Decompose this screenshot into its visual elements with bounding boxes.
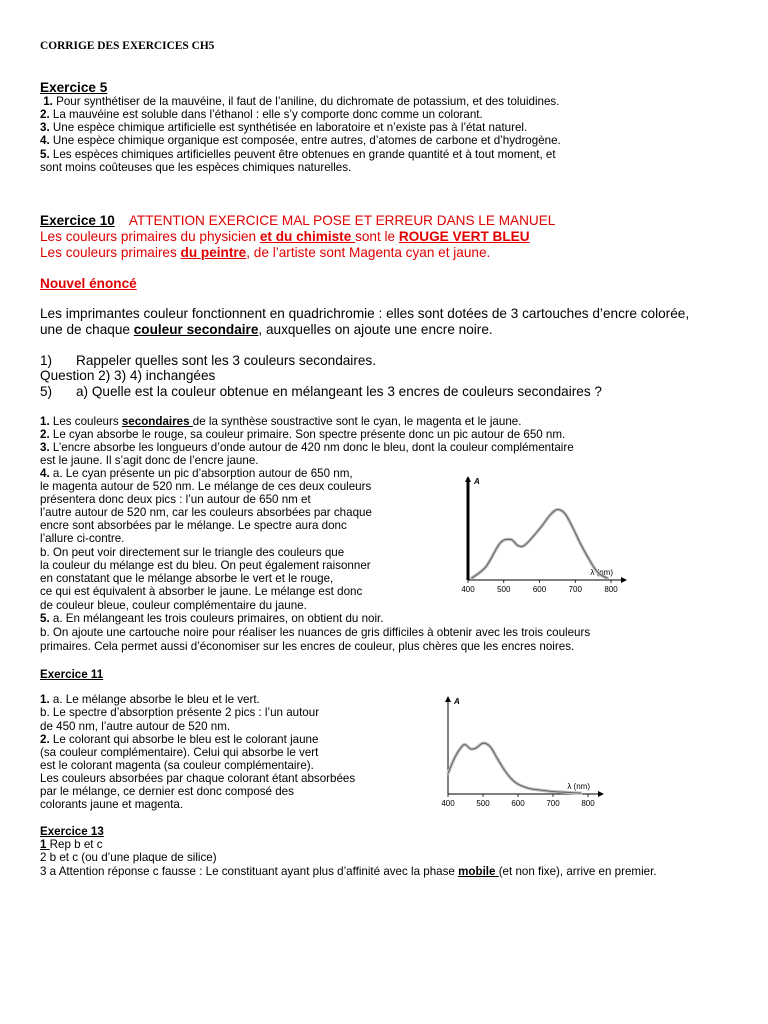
text: Le cyan absorbe le rouge, sa couleur primaire. Son spectre présente donc un pic autour de 650 nm.: [49, 428, 566, 441]
text: a. Le mélange absorbe le bleu et le vert.: [49, 693, 260, 706]
answer-4b-line-4: ce qui est équivalent à absorber le jaune. Le mélange est donc: [40, 585, 363, 598]
exercise-11-line-5: (sa couleur complémentaire). Celui qui absorbe le vert: [40, 746, 319, 759]
line-text: La mauvéine est soluble dans l’éthanol : elle s’y comporte donc comme un colorant.: [49, 108, 483, 121]
question-text: Rappeler quelles sont les 3 couleurs secondaires.: [76, 353, 376, 368]
exercise-13-line-3: [40, 865, 657, 878]
exercise-11-line-8: par le mélange, ce dernier est donc composé des: [40, 785, 294, 798]
exercise-5-line-6: sont moins coûteuses que les espèces chimiques naturelles.: [40, 161, 352, 174]
text: sont le: [355, 229, 399, 244]
x-axis-arrow: [598, 791, 604, 797]
x-tick-label: 400: [441, 799, 455, 808]
answer-5b-line-1: b. On ajoute une cartouche noire pour réaliser les nuances de gris difficiles à obtenir avec les trois couleurs: [40, 626, 591, 639]
document-title: CORRIGE DES EXERCICES CH5: [40, 40, 215, 52]
y-axis-label: A: [474, 477, 480, 486]
text: 3 a Attention réponse c fausse : Le constituant ayant plus d’affinité avec la phase: [40, 865, 459, 878]
answer-4-line-4: l’autre autour de 520 nm, car les couleurs absorbées par chaque: [40, 506, 372, 519]
y-axis-arrow: [465, 476, 471, 482]
exercise-11-heading: Exercice 11: [40, 668, 104, 681]
item-number: 1: [40, 838, 50, 851]
exercise-5-line-3: [40, 121, 527, 134]
text: , auxquelles on ajoute une encre noire.: [258, 322, 493, 337]
item-number: 3.: [40, 121, 50, 134]
item-number: 3.: [40, 441, 50, 454]
spectrum-curve-shadow: [472, 510, 608, 579]
item-number: 4.: [40, 134, 50, 147]
exercise-13-line-2: 2 b et c (ou d’une plaque de silice): [40, 851, 217, 864]
line-text: Les espèces chimiques artificielles peuvent être obtenues en grande quantité et à tout moment, et: [49, 148, 556, 161]
text: Les couleurs primaires du physicien: [40, 229, 260, 244]
exercise-13-line-1: [40, 838, 103, 851]
item-number: 1.: [43, 95, 53, 108]
x-tick-label: 700: [546, 799, 560, 808]
new-statement-heading: Nouvel énoncé: [40, 276, 137, 291]
exercise-11-line-4: [40, 733, 318, 746]
spectrum-curve-shadow: [448, 743, 581, 793]
x-axis-arrow: [621, 577, 627, 583]
absorption-spectrum-chart-1: [455, 468, 655, 598]
item-number: 5.: [40, 148, 50, 161]
spectrum-curve: [472, 510, 608, 579]
item-number: 1.: [40, 415, 50, 428]
emphasis-rgb: ROUGE VERT BLEU: [398, 229, 530, 244]
exercise-10-heading: Exercice 10: [40, 213, 115, 228]
y-axis-arrow: [445, 696, 451, 702]
exercise-5-line-5: [40, 148, 556, 161]
exercise-5-heading: Exercice 5: [40, 80, 108, 95]
item-number: 2.: [40, 733, 50, 746]
x-tick-label: 600: [532, 585, 547, 594]
text: a. En mélangeant les trois couleurs primaires, on obtient du noir.: [49, 612, 384, 625]
exercise-11-line-1: [40, 693, 260, 706]
question-2-4: Question 2) 3) 4) inchangées: [40, 368, 216, 383]
exercise-11-line-2: b. Le spectre d’absorption présente 2 pics : l’un autour: [40, 706, 320, 719]
answer-3: [40, 441, 574, 454]
answer-4-line-5: encre sont absorbées par le mélange. Le spectre aura donc: [40, 519, 347, 532]
statement-line-2: [40, 322, 493, 337]
text: Le colorant qui absorbe le bleu est le colorant jaune: [49, 733, 319, 746]
question-number: 5): [40, 384, 53, 399]
line-text: Une espèce chimique artificielle est synthétisée en laboratoire et n’existe pas à l’état naturel.: [49, 121, 528, 134]
question-text: a) Quelle est la couleur obtenue en mélangeant les 3 encres de couleurs secondaires ?: [76, 384, 602, 399]
item-number: 1.: [40, 693, 50, 706]
item-number: 2.: [40, 108, 50, 121]
line-text: Une espèce chimique organique est composée, entre autres, d’atomes de carbone et d’hydrogène.: [49, 134, 561, 147]
answer-4b-line-3: en constatant que le mélange absorbe le vert et le rouge,: [40, 572, 334, 585]
question-5: [40, 384, 602, 399]
answer-4b-line-1: b. On peut voir directement sur le triangle des couleurs que: [40, 546, 345, 559]
text: Les couleurs primaires: [40, 245, 181, 260]
exercise-5-line-2: [40, 108, 483, 121]
text: L’encre absorbe les longueurs d’onde autour de 420 nm donc le bleu, dont la couleur complémentaire: [49, 441, 574, 454]
answer-4b-line-5: de couleur bleue, couleur complémentaire du jaune.: [40, 599, 307, 612]
answer-4-line-2: le magenta autour de 520 nm. Le mélange de ces deux couleurs: [40, 480, 372, 493]
y-axis-label: A: [454, 697, 460, 706]
text: a. Le cyan présente un pic d’absorption autour de 650 nm,: [49, 467, 353, 480]
physicist-primary-colors: [40, 229, 530, 244]
emphasis-secondary: couleur secondaire: [133, 322, 259, 337]
emphasis-secondary: secondaires: [121, 415, 193, 428]
x-tick-label: 500: [497, 585, 511, 594]
text: de la synthèse soustractive sont le cyan, le magenta et le jaune.: [192, 415, 522, 428]
text: une de chaque: [40, 322, 134, 337]
answer-4b-line-2: la couleur du mélange est du bleu. On peut également raisonner: [40, 559, 371, 572]
exercise-13-heading: Exercice 13: [40, 825, 104, 838]
text: Les couleurs: [49, 415, 122, 428]
x-tick-label: 800: [604, 585, 618, 594]
answer-4-line-6: l’allure ci-contre.: [40, 532, 125, 545]
x-axis-label: λ (nm): [567, 782, 590, 791]
x-tick-label: 800: [581, 799, 595, 808]
statement-line-1: Les imprimantes couleur fonctionnent en quadrichromie : elles sont dotées de 3 cartouches d’encre colorée,: [40, 306, 690, 321]
answer-4-line-3: présentera donc deux pics : l’un autour de 650 nm et: [40, 493, 311, 506]
exercise-11-line-6: est le colorant magenta (sa couleur complémentaire).: [40, 759, 314, 772]
item-number: 5.: [40, 612, 50, 625]
emphasis-mobile: mobile: [458, 865, 499, 878]
x-tick-label: 700: [568, 585, 582, 594]
x-tick-label: 500: [476, 799, 490, 808]
question-number: 1): [40, 353, 53, 368]
x-axis-label: λ (nm): [590, 568, 613, 577]
emphasis-peintre: du peintre: [180, 245, 247, 260]
answer-3-cont: est le jaune. Il s’agit donc de l’encre jaune.: [40, 454, 259, 467]
emphasis-chimiste: et du chimiste: [259, 229, 356, 244]
exercise-10-header-line: [40, 213, 555, 228]
exercise-11-line-9: colorants jaune et magenta.: [40, 798, 184, 811]
answer-1: [40, 415, 521, 428]
exercise-5-line-1: [40, 95, 559, 108]
warning-text: ATTENTION EXERCICE MAL POSE ET ERREUR DANS LE MANUEL: [128, 213, 556, 228]
item-number: 4.: [40, 467, 50, 480]
x-tick-label: 600: [511, 799, 525, 808]
x-tick-label: 400: [461, 585, 475, 594]
spectrum-curve: [448, 743, 581, 793]
exercise-11-line-3: de 450 nm, l’autre autour de 520 nm.: [40, 720, 231, 733]
exercise-5-line-4: [40, 134, 561, 147]
text: , de l’artiste sont Magenta cyan et jaune.: [246, 245, 491, 260]
answer-4: [40, 467, 353, 480]
answer-5b-line-2: primaires. Cela permet aussi d’économiser sur les encres de couleur, plus chères que les encres noires.: [40, 640, 575, 653]
exercise-11-line-7: Les couleurs absorbées par chaque colorant étant absorbées: [40, 772, 356, 785]
answer-2: [40, 428, 565, 441]
text: (et non fixe), arrive en premier.: [498, 865, 657, 878]
text: Rep b et c: [49, 838, 103, 851]
absorption-spectrum-chart-2: [428, 690, 628, 820]
question-1: [40, 353, 376, 368]
line-text: Pour synthétiser de la mauvéine, il faut de l’aniline, du dichromate de potassium, et des toluidines.: [52, 95, 560, 108]
answer-5: [40, 612, 384, 625]
item-number: 2.: [40, 428, 50, 441]
painter-primary-colors: [40, 245, 490, 260]
